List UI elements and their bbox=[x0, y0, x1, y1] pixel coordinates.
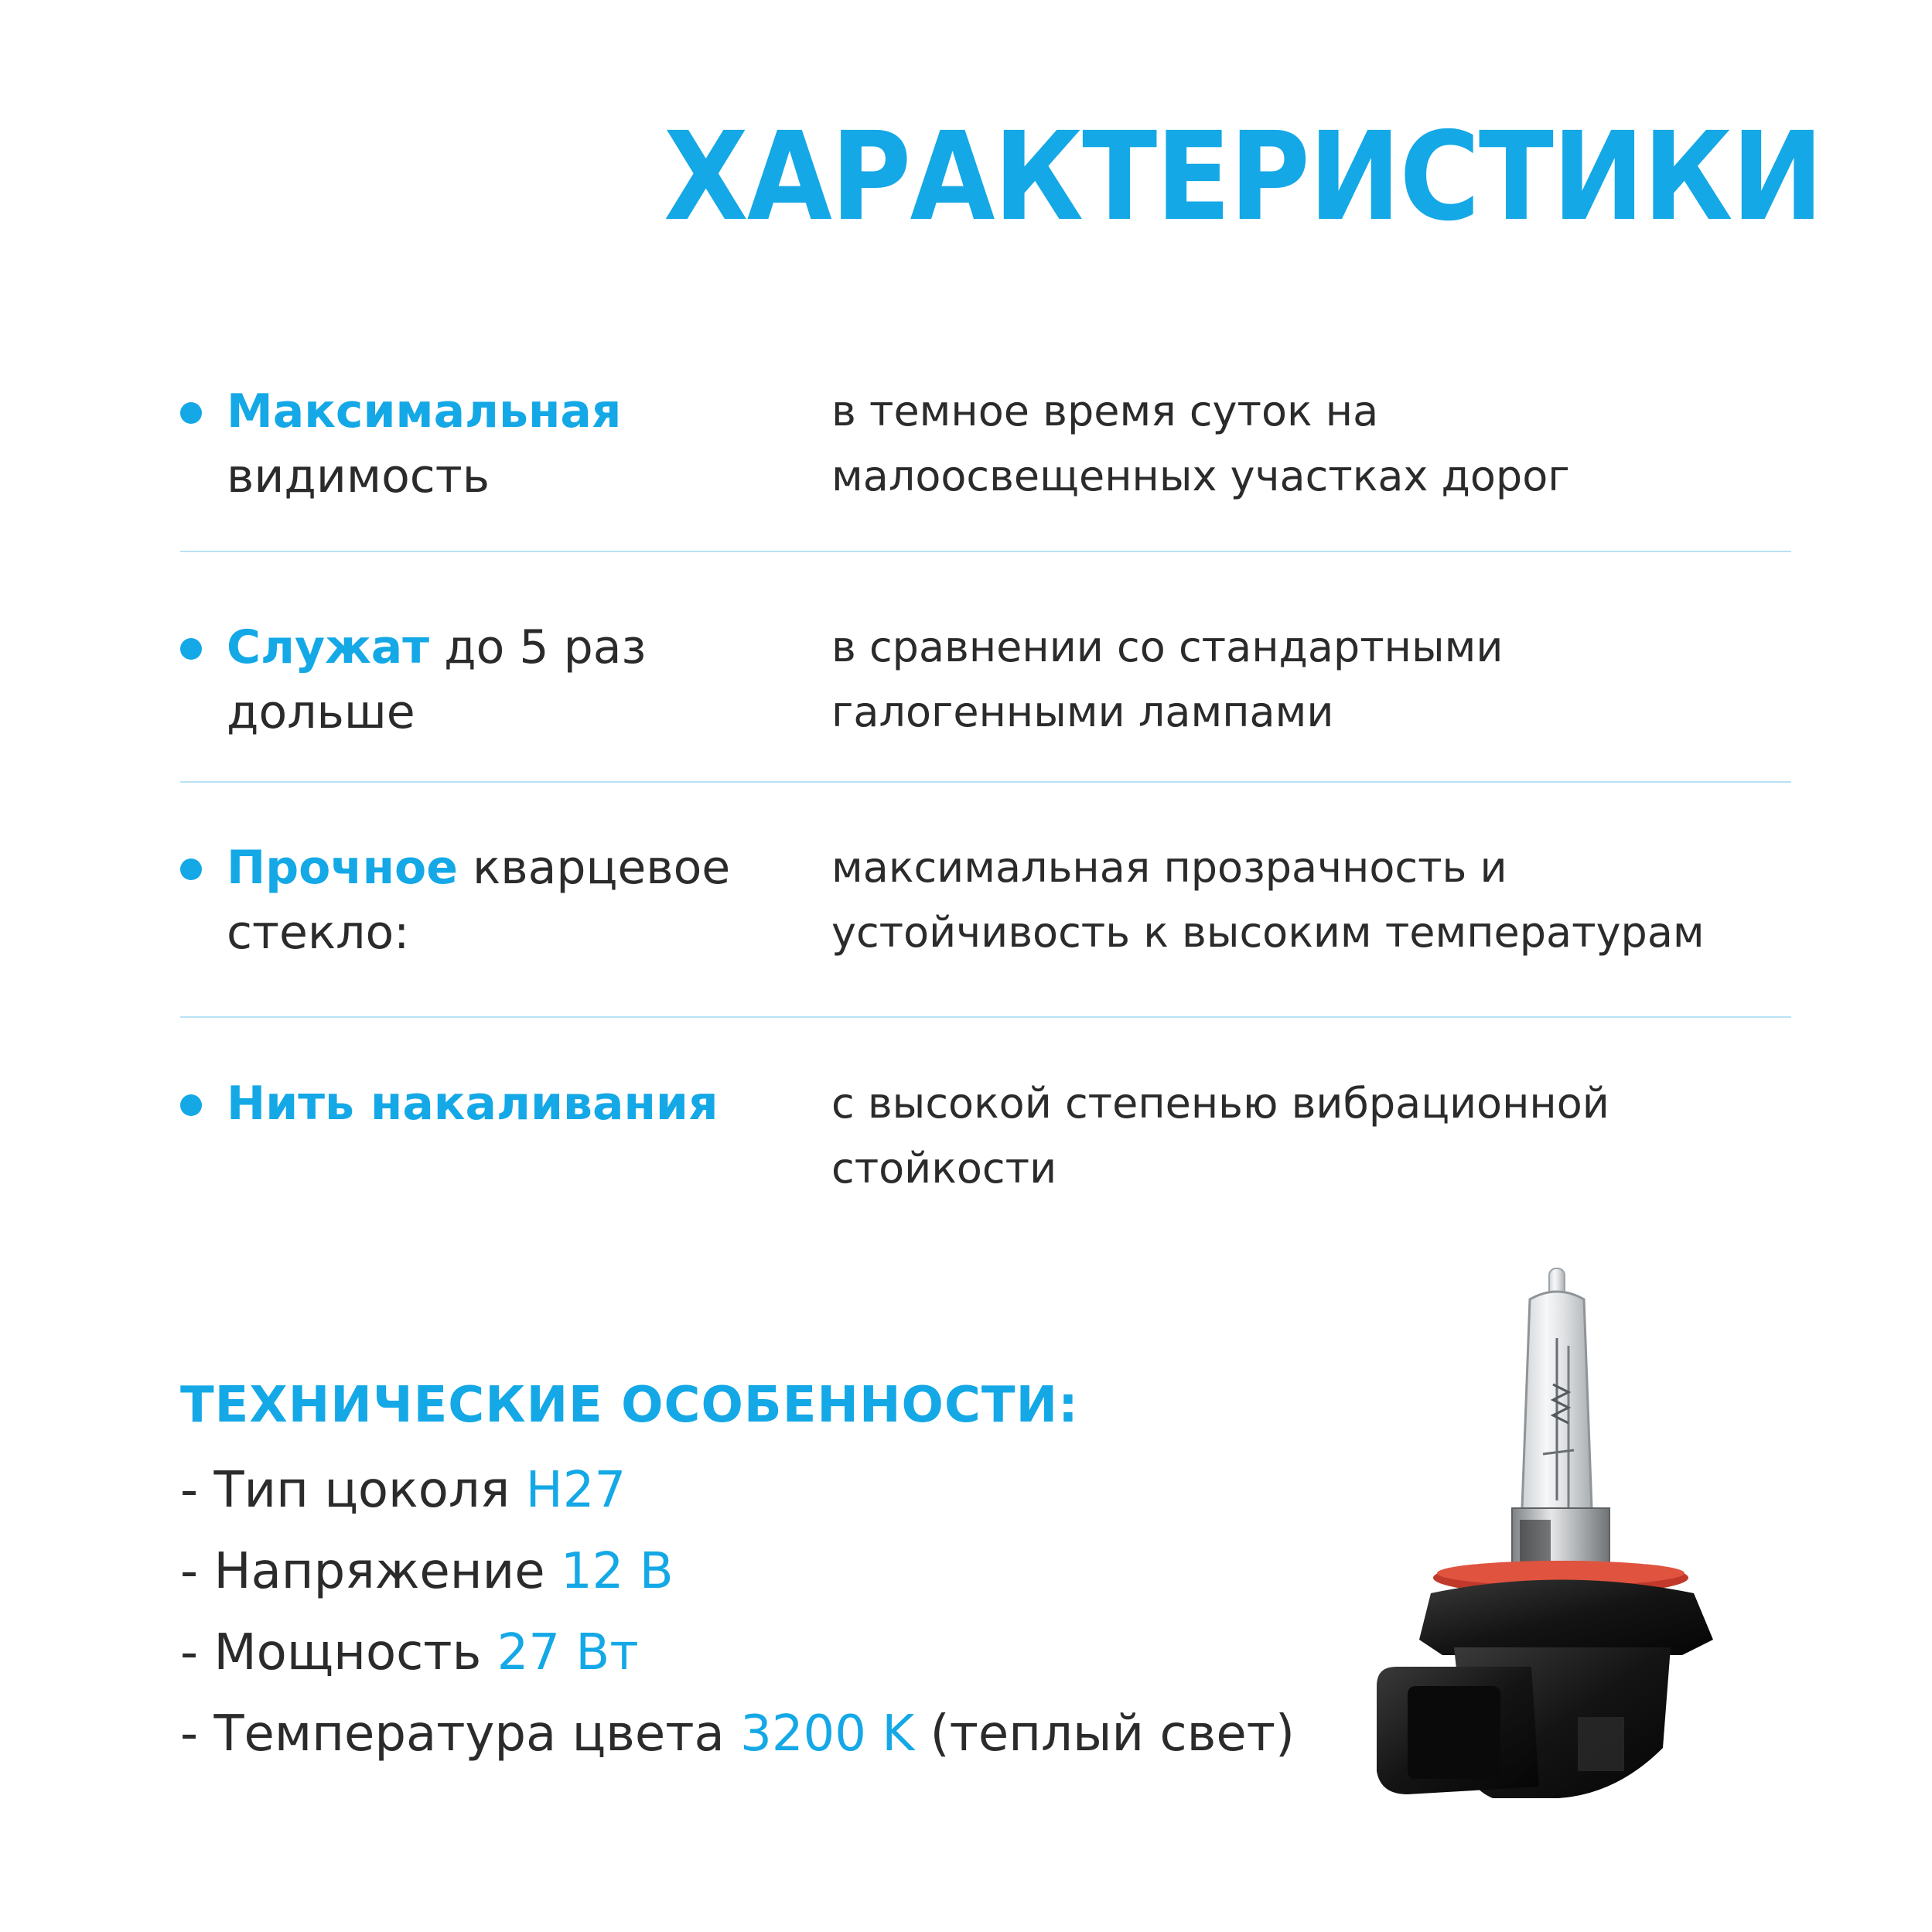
feature-description bbox=[831, 1071, 1821, 1201]
feature-description bbox=[831, 615, 1821, 745]
spec-label: - Напряжение bbox=[180, 1543, 561, 1600]
spec-value: 12 В bbox=[560, 1543, 674, 1600]
spec-value: 3200 K bbox=[740, 1705, 915, 1763]
page-title: ХАРАКТЕРИСТИКИ bbox=[664, 106, 1822, 248]
spec-value: H27 bbox=[525, 1462, 626, 1519]
feature-rest: до 5 раз bbox=[429, 620, 647, 674]
feature-rest: кварцевое bbox=[457, 841, 731, 895]
feature-title bbox=[227, 835, 814, 965]
feature-description bbox=[831, 379, 1821, 509]
feature-line2: дольше bbox=[227, 685, 415, 739]
spec-item bbox=[180, 1624, 639, 1681]
spec-label: - Мощность bbox=[180, 1624, 497, 1681]
feature-accent: Максимальная bbox=[227, 384, 622, 439]
feature-desc-line2: стойкости bbox=[831, 1144, 1057, 1193]
spec-item bbox=[180, 1462, 626, 1519]
spec-value: 27 Вт bbox=[497, 1624, 639, 1681]
feature-desc-line2: устойчивость к высоким температурам bbox=[831, 908, 1705, 957]
spec-suffix: (теплый свет) bbox=[914, 1705, 1295, 1763]
spec-item bbox=[180, 1705, 1295, 1763]
spec-label: - Тип цоколя bbox=[180, 1462, 526, 1519]
feature-accent: Прочное bbox=[227, 841, 458, 895]
bullet-icon bbox=[180, 1094, 202, 1116]
spec-label: - Температура цвета bbox=[180, 1705, 741, 1763]
feature-accent: Нить накаливания bbox=[227, 1077, 719, 1131]
feature-line2: стекло: bbox=[227, 906, 410, 960]
bullet-icon bbox=[180, 402, 202, 424]
bullet-icon bbox=[180, 638, 202, 660]
divider bbox=[180, 1016, 1791, 1018]
halogen-bulb-image bbox=[1361, 1253, 1763, 1825]
spec-item bbox=[180, 1543, 674, 1600]
feature-title bbox=[227, 615, 814, 745]
feature-desc-line1: в темное время суток на bbox=[831, 387, 1379, 435]
feature-desc-line1: с высокой степенью вибрационной bbox=[831, 1079, 1609, 1128]
feature-desc-line2: малоосвещенных участках дорог bbox=[831, 452, 1570, 500]
feature-title bbox=[227, 1071, 814, 1136]
feature-desc-line2: галогенными лампами bbox=[831, 688, 1334, 736]
feature-description bbox=[831, 835, 1821, 965]
feature-desc-line1: в сравнении со стандартными bbox=[831, 623, 1504, 671]
bullet-icon bbox=[180, 858, 202, 880]
divider bbox=[180, 551, 1791, 552]
divider bbox=[180, 781, 1791, 783]
feature-desc-line1: максимальная прозрачность и bbox=[831, 843, 1507, 892]
feature-title bbox=[227, 379, 814, 509]
feature-line2: видимость bbox=[227, 449, 490, 503]
feature-accent: Служат bbox=[227, 620, 430, 674]
tech-title: ТЕХНИЧЕСКИЕ ОСОБЕННОСТИ: bbox=[180, 1377, 1079, 1434]
